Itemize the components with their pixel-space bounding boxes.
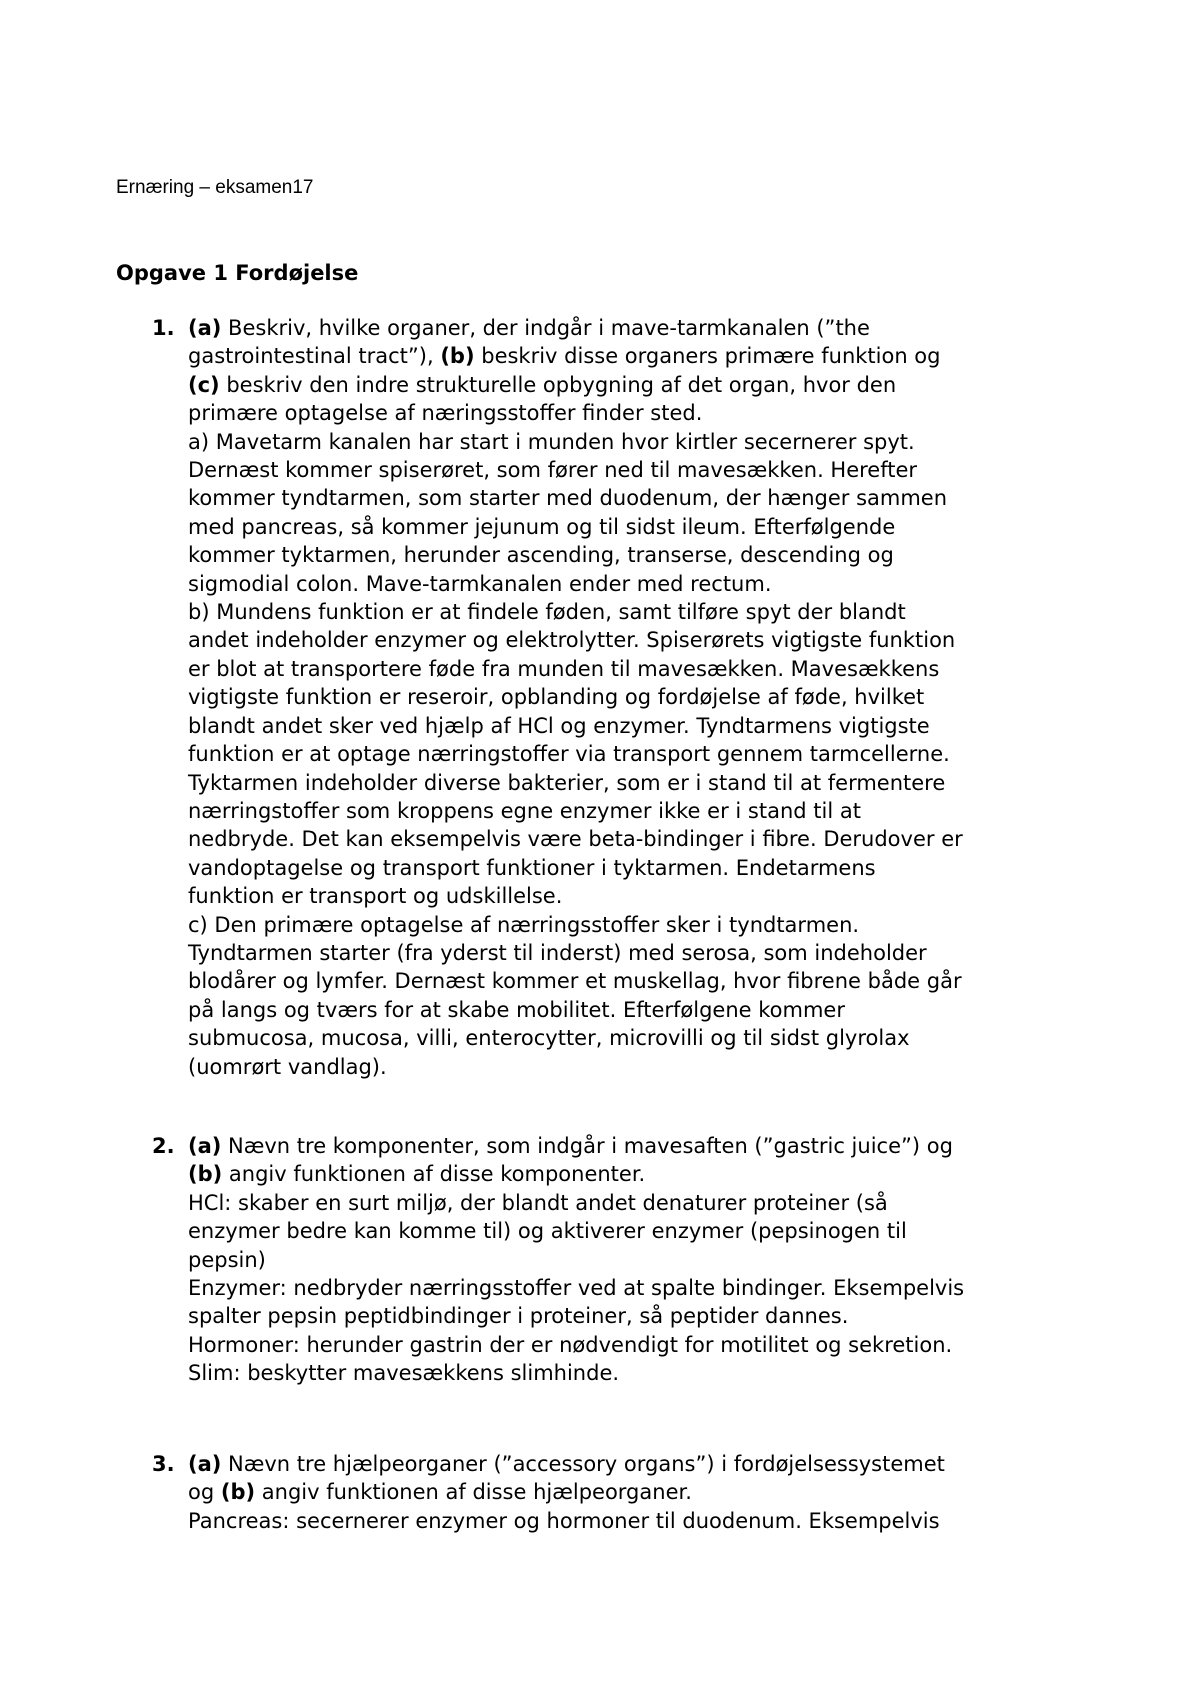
answer-line: pepsin) bbox=[188, 1247, 266, 1272]
question-body bbox=[188, 314, 1152, 1081]
answer-line: vandoptagelse og transport funktioner i tyktarmen. Endetarmens bbox=[188, 855, 876, 880]
answer-line: andet indeholder enzymer og elektrolytter. Spiserørets vigtigste funktion bbox=[188, 628, 956, 653]
answer-line: blodårer og lymfer. Dernæst kommer et muskellag, hvor fibrene både går bbox=[188, 969, 962, 994]
answer-line: enzymer bedre kan komme til) og aktiverer enzymer (pepsinogen til bbox=[188, 1219, 907, 1244]
question-1 bbox=[152, 314, 1152, 1081]
question-number: 1. bbox=[152, 316, 175, 340]
answer-line: Dernæst kommer spiserøret, som fører ned til mavesækken. Herefter bbox=[188, 458, 918, 483]
question-number: 2. bbox=[152, 1134, 175, 1158]
answer-line: a) Mavetarm kanalen har start i munden hvor kirtler secernerer spyt. bbox=[188, 429, 915, 454]
question-number: 3. bbox=[152, 1452, 175, 1476]
answer-line: b) Mundens funktion er at findele føden, samt tilføre spyt der blandt bbox=[188, 600, 906, 625]
prompt-line: (a) Nævn tre komponenter, som indgår i mavesaften (”gastric juice”) og bbox=[188, 1134, 953, 1158]
answer-line: spalter pepsin peptidbindinger i proteiner, så peptider dannes. bbox=[188, 1304, 849, 1329]
answer-line: (uomrørt vandlag). bbox=[188, 1054, 387, 1079]
question-body bbox=[188, 1132, 1152, 1388]
answer-line: Pancreas: secernerer enzymer og hormoner til duodenum. Eksempelvis bbox=[188, 1508, 940, 1533]
answer-line: Tyktarmen indeholder diverse bakterier, som er i stand til at fermentere bbox=[188, 770, 946, 795]
document-header: Ernæring – eksamen17 bbox=[116, 177, 314, 198]
prompt-line: og (b) angiv funktionen af disse hjælpeorganer. bbox=[188, 1480, 692, 1505]
answer-line: nedbryde. Det kan eksempelvis være beta-bindinger i fibre. Derudover er bbox=[188, 827, 963, 852]
answer-line: med pancreas, så kommer jejunum og til sidst ileum. Efterfølgende bbox=[188, 514, 896, 539]
question-body bbox=[188, 1450, 1152, 1535]
answer-line: Hormoner: herunder gastrin der er nødvendigt for motilitet og sekretion. bbox=[188, 1332, 953, 1357]
answer-line: funktion er transport og udskillelse. bbox=[188, 884, 563, 909]
answer-line: Enzymer: nedbryder nærringsstoffer ved at spalte bindinger. Eksempelvis bbox=[188, 1276, 965, 1301]
question-3 bbox=[152, 1450, 1152, 1535]
prompt-line: (b) angiv funktionen af disse komponenter. bbox=[188, 1162, 646, 1187]
prompt-line: (a) Beskriv, hvilke organer, der indgår i mave-tarmkanalen (”the bbox=[188, 316, 870, 340]
answer-line: kommer tyktarmen, herunder ascending, transerse, descending og bbox=[188, 543, 894, 568]
question-2 bbox=[152, 1132, 1152, 1388]
answer-line: vigtigste funktion er reseroir, opblanding og fordøjelse af føde, hvilket bbox=[188, 685, 925, 710]
answer-line: Slim: beskytter mavesækkens slimhinde. bbox=[188, 1361, 620, 1386]
answer-line: blandt andet sker ved hjælp af HCl og enzymer. Tyndtarmens vigtigste bbox=[188, 713, 930, 738]
prompt-line: primære optagelse af næringsstoffer finder sted. bbox=[188, 401, 703, 426]
answer-line: funktion er at optage nærringstoffer via transport gennem tarmcellerne. bbox=[188, 742, 950, 767]
answer-line: Tyndtarmen starter (fra yderst til inderst) med serosa, som indeholder bbox=[188, 940, 927, 965]
answer-line: nærringstoffer som kroppens egne enzymer ikke er i stand til at bbox=[188, 798, 861, 823]
answer-line: c) Den primære optagelse af nærringsstoffer sker i tyndtarmen. bbox=[188, 912, 860, 937]
prompt-line: (c) beskriv den indre strukturelle opbygning af det organ, hvor den bbox=[188, 372, 897, 397]
prompt-line: gastrointestinal tract”), (b) beskriv disse organers primære funktion og bbox=[188, 344, 941, 369]
prompt-line: (a) Nævn tre hjælpeorganer (”accessory organs”) i fordøjelsessystemet bbox=[188, 1452, 945, 1476]
answer-line: HCl: skaber en surt miljø, der blandt andet denaturer proteiner (så bbox=[188, 1190, 888, 1215]
answer-line: på langs og tværs for at skabe mobilitet. Efterfølgene kommer bbox=[188, 997, 845, 1022]
answer-line: submucosa, mucosa, villi, enterocytter, microvilli og til sidst glyrolax bbox=[188, 1026, 910, 1051]
answer-line: sigmodial colon. Mave-tarmkanalen ender med rectum. bbox=[188, 571, 772, 596]
section-title: Opgave 1 Fordøjelse bbox=[116, 261, 359, 285]
answer-line: kommer tyndtarmen, som starter med duodenum, der hænger sammen bbox=[188, 486, 948, 511]
answer-line: er blot at transportere føde fra munden til mavesækken. Mavesækkens bbox=[188, 656, 940, 681]
